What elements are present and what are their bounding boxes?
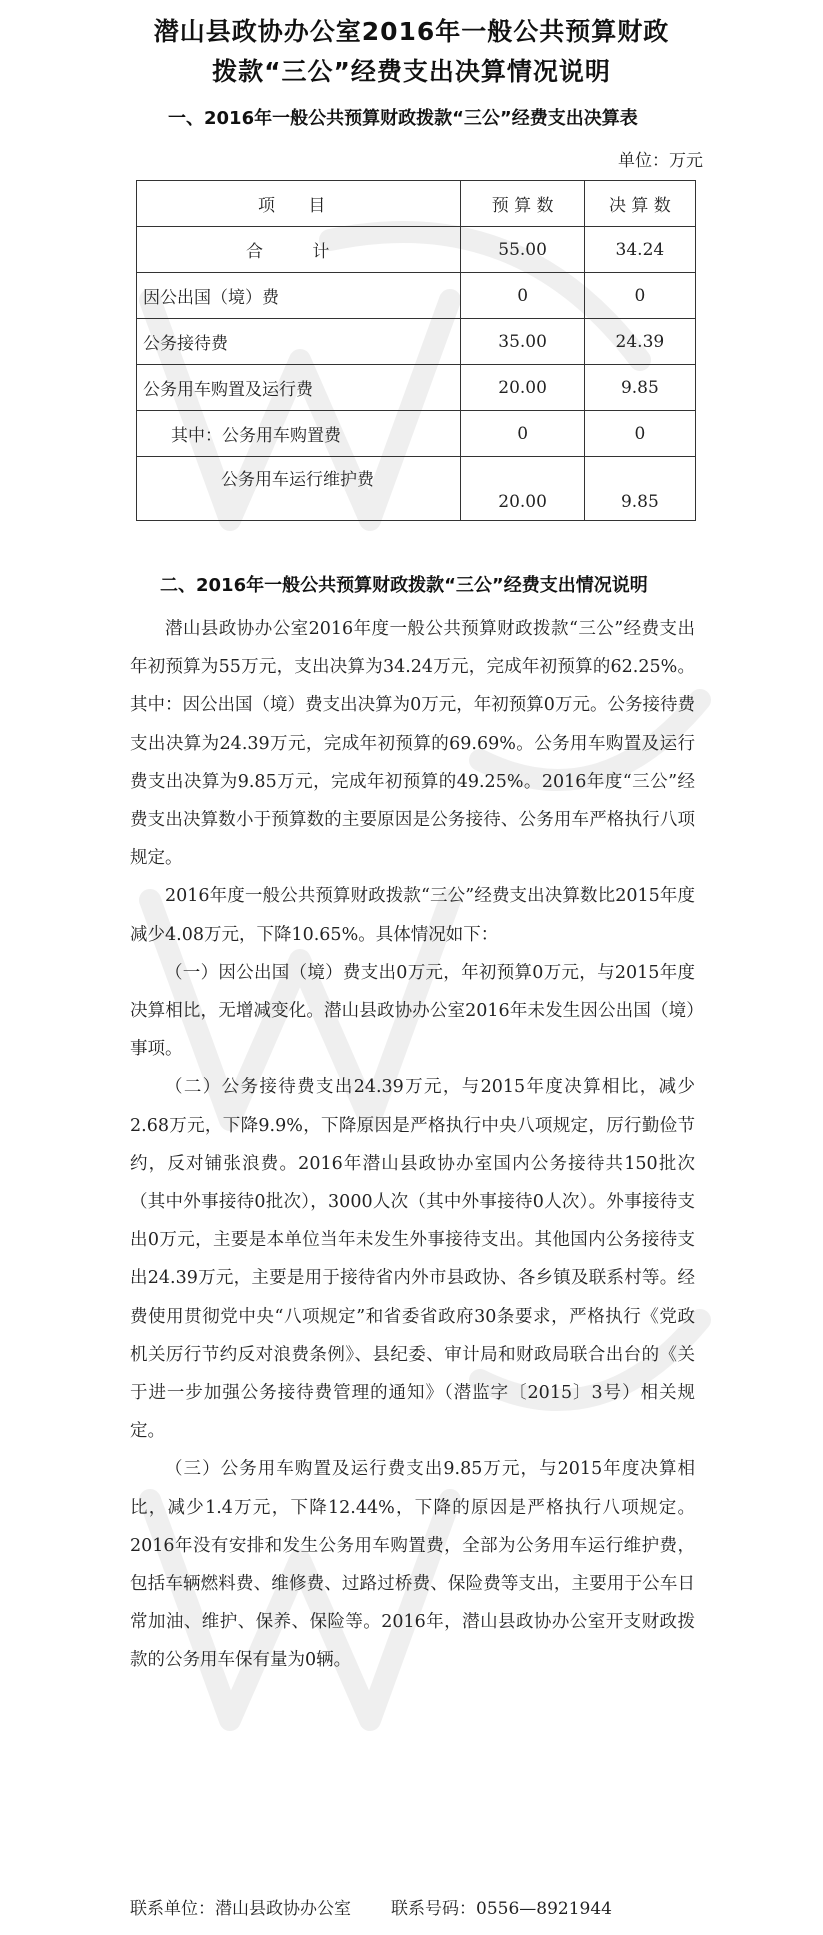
row-label: 公务接待费 (137, 319, 461, 365)
row-label: 公务用车购置及运行费 (137, 365, 461, 411)
paragraph: 潜山县政协办公室2016年度一般公共预算财政拨款“三公”经费支出年初预算为55万元，支出决算为34.24万元，完成年初预算的62.25%。其中：因公出国（境）费支出决算为0万元，年初预算0万元。公务接待费支出决算为24.39万元，完成年初预算的69.69%。公务用车购置及运行费支出决算为9.85万元，完成年初预算的49.25%。2016年度“三公”经费支出决算数小于预算数的主要原因是公务接待、公务用车严格执行八项规定。 (130, 619, 695, 869)
row-actual: 34.24 (584, 227, 695, 273)
row-actual: 0 (584, 273, 695, 319)
row-budget: 20.00 (461, 365, 584, 411)
row-budget: 0 (461, 411, 584, 457)
contact-line (130, 1894, 612, 1919)
contact-phone: 联系号码：0556—8921944 (391, 1899, 612, 1919)
table-row (137, 411, 696, 457)
row-budget: 20.00 (461, 457, 584, 521)
paragraph: （二）公务接待费支出24.39万元，与2015年度决算相比，减少2.68万元，下降9.9%，下降原因是严格执行中央八项规定，厉行勤俭节约，反对铺张浪费。2016年潜山县政协办室国内公务接待共150批次（其中外事接待0批次），3000人次（其中外事接待0人次）。外事接待支出0万元，主要是本单位当年未发生外事接待支出。其他国内公务接待支出24.39万元，主要是用于接待省内外市县政协、各乡镇及联系村等。经费使用贯彻党中央“八项规定”和省委省政府30条要求，严格执行《党政机关厉行节约反对浪费条例》、县纪委、审计局和财政局联合出台的《关于进一步加强公务接待费管理的通知》（潜监字〔2015〕3号）相关规定。 (130, 1077, 695, 1442)
table-header-row (137, 181, 696, 227)
section-2-heading: 二、2016年一般公共预算财政拨款“三公”经费支出情况说明 (160, 575, 648, 596)
table-header-budget: 预 算 数 (461, 181, 584, 227)
table-row (137, 365, 696, 411)
contact-unit: 联系单位：潜山县政协办公室 (130, 1899, 351, 1919)
row-budget: 55.00 (461, 227, 584, 273)
table-row (137, 273, 696, 319)
row-actual: 9.85 (584, 457, 695, 521)
section-2-body (130, 610, 695, 1680)
row-budget: 35.00 (461, 319, 584, 365)
page-title-line-1: 潜山县政协办公室2016年一般公共预算财政 (153, 17, 670, 46)
unit-label: 单位：万元 (618, 151, 703, 171)
row-actual: 9.85 (584, 365, 695, 411)
row-label: 公务用车运行维护费 (137, 457, 461, 521)
row-label: 合 计 (137, 227, 461, 273)
paragraph: （一）因公出国（境）费支出0万元，年初预算0万元，与2015年度决算相比，无增减变化。潜山县政协办公室2016年未发生因公出国（境）事项。 (130, 962, 695, 1060)
row-label: 其中：公务用车购置费 (137, 411, 461, 457)
row-actual: 0 (584, 411, 695, 457)
paragraph: （三）公务用车购置及运行费支出9.85万元，与2015年度决算相比，减少1.4万元，下降12.44%，下降的原因是严格执行八项规定。2016年没有安排和发生公务用车购置费，全部为公务用车运行维护费，包括车辆燃料费、维修费、过路过桥费、保险费等支出，主要用于公车日常加油、维护、保养、保险等。2016年，潜山县政协办公室开支财政拨款的公务用车保有量为0辆。 (130, 1459, 695, 1671)
table-header-item: 项 目 (137, 181, 461, 227)
section-1-heading: 一、2016年一般公共预算财政拨款“三公”经费支出决算表 (168, 108, 638, 129)
row-actual: 24.39 (584, 319, 695, 365)
table-row (137, 227, 696, 273)
budget-table (136, 180, 696, 521)
table-header-actual: 决 算 数 (584, 181, 695, 227)
table-row (137, 319, 696, 365)
page-title-line-2: 拨款“三公”经费支出决算情况说明 (212, 57, 611, 86)
table-row (137, 457, 696, 521)
row-budget: 0 (461, 273, 584, 319)
row-label: 因公出国（境）费 (137, 273, 461, 319)
paragraph: 2016年度一般公共预算财政拨款“三公”经费支出决算数比2015年度减少4.08万元，下降10.65%。具体情况如下： (130, 886, 695, 945)
